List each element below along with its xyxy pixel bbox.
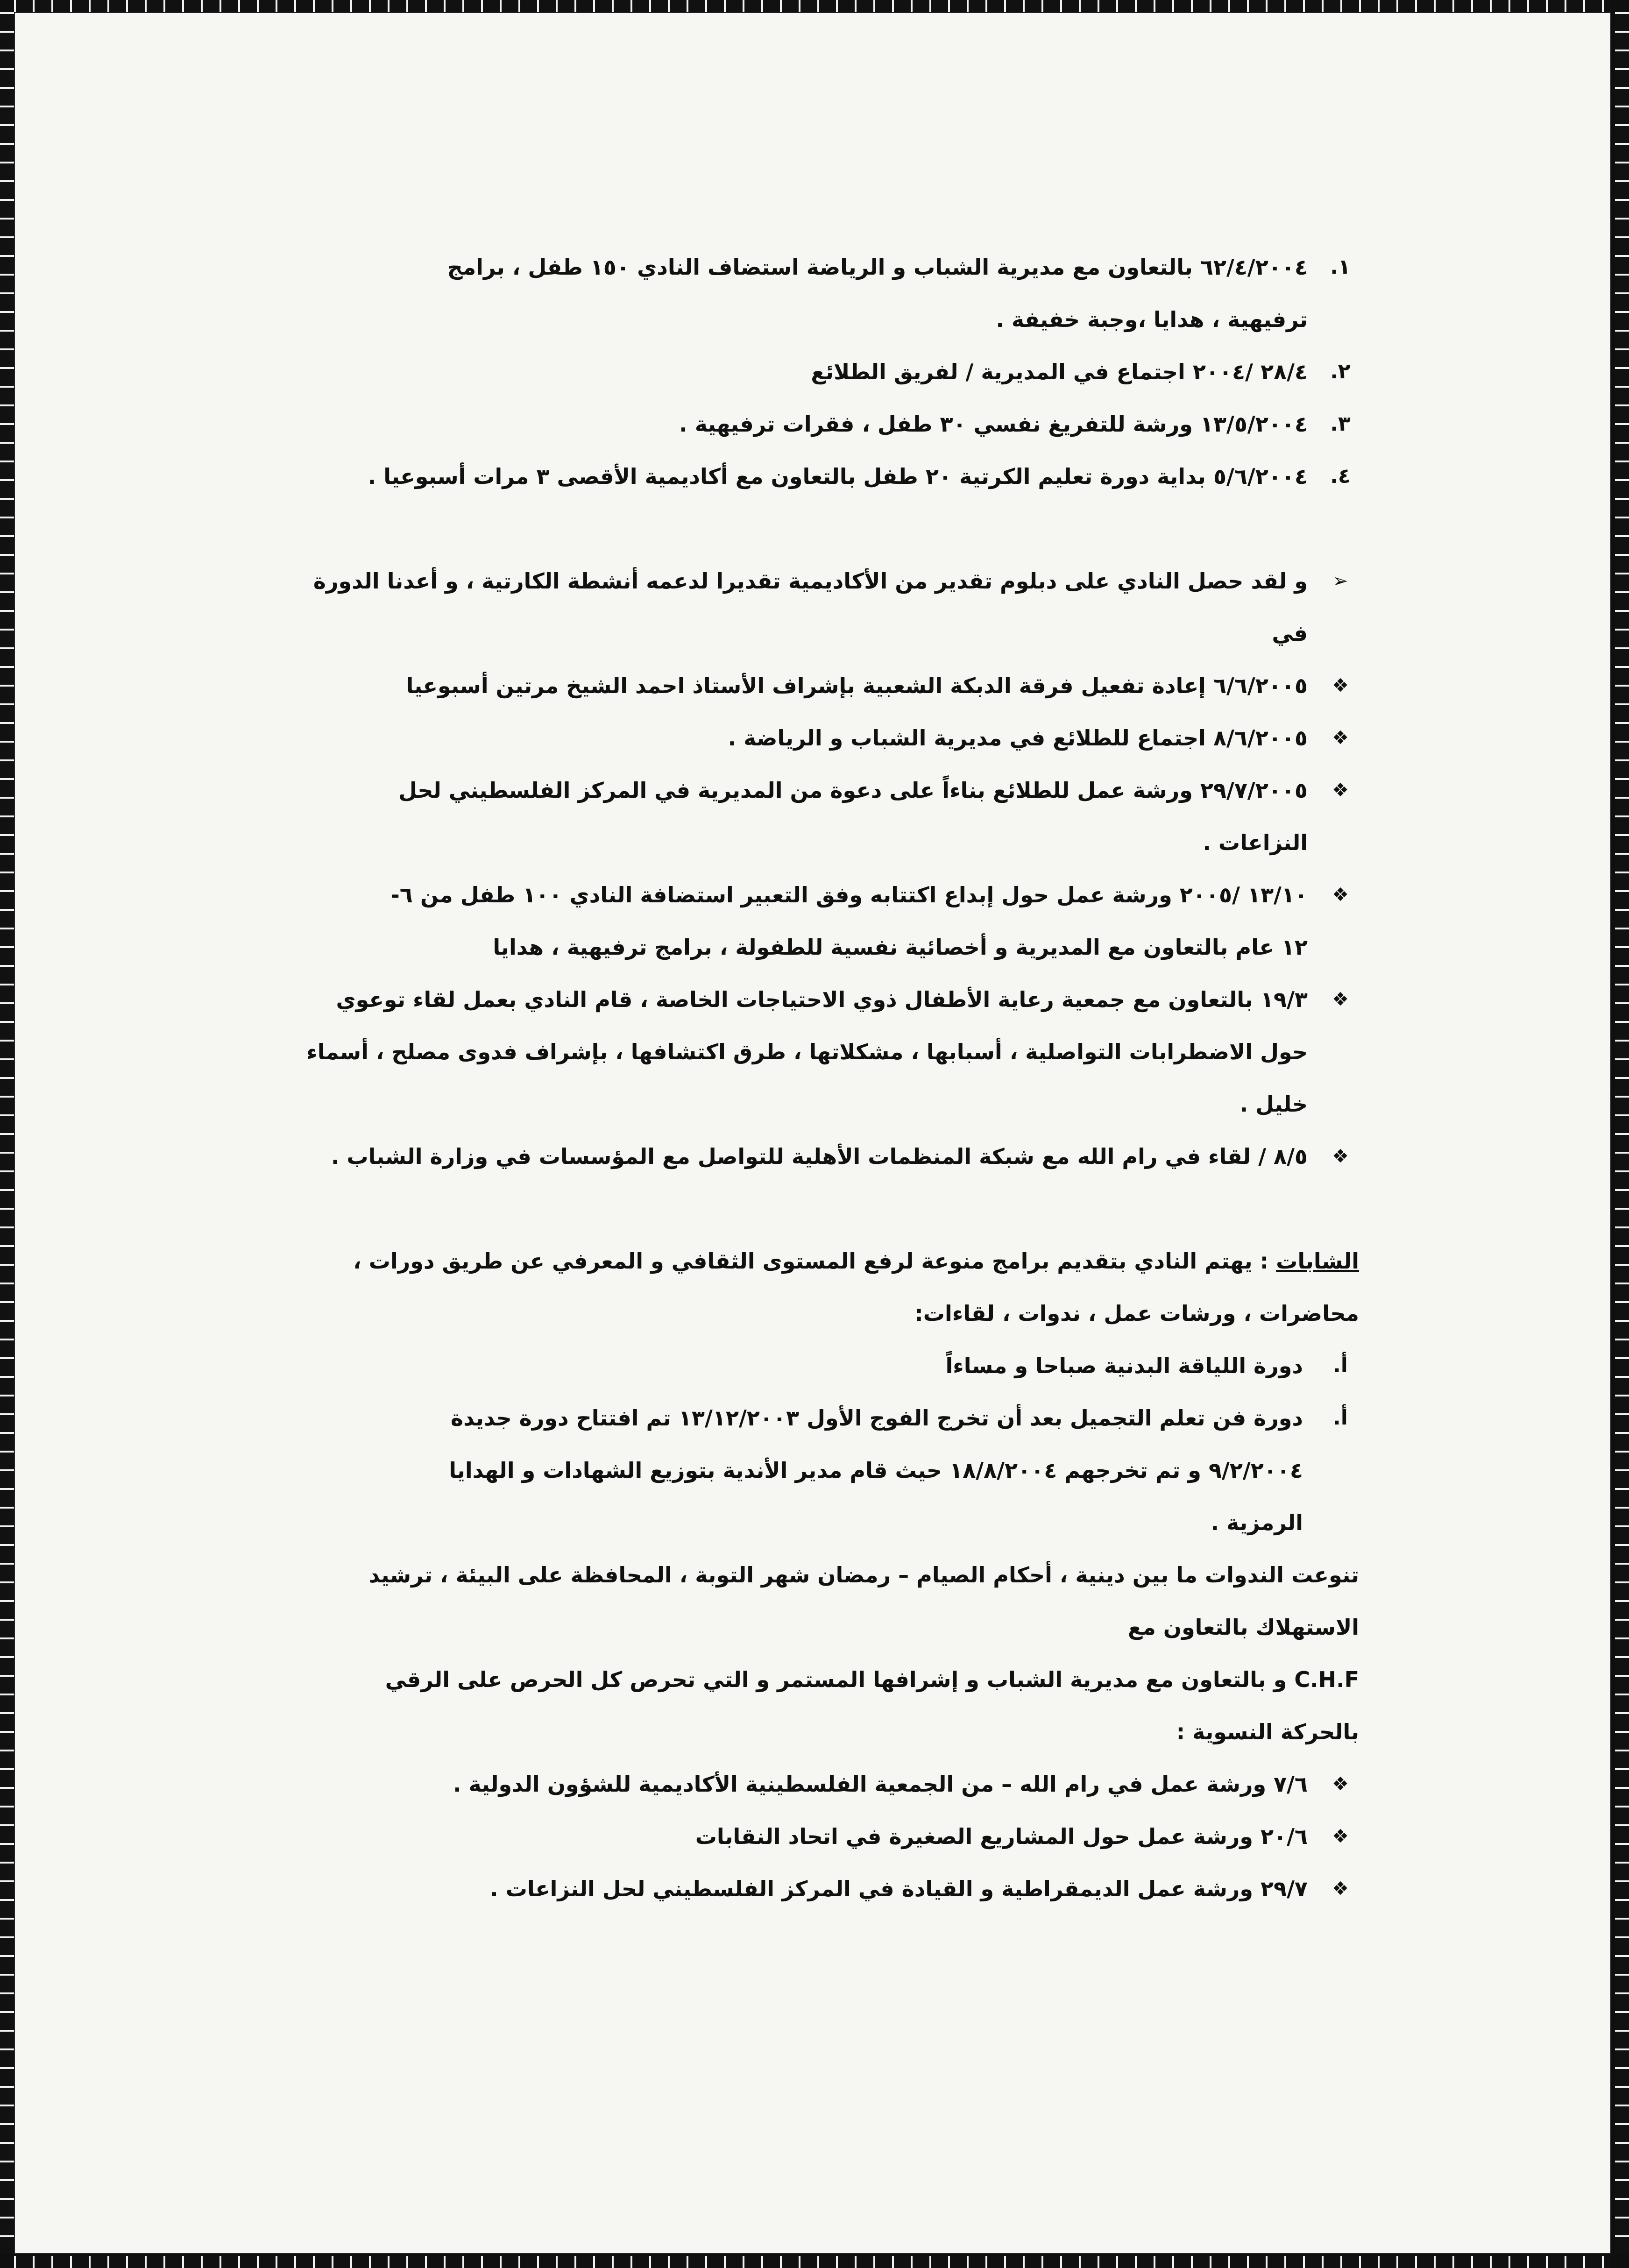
diamond-bullet-icon: ❖ [1332,1826,1349,1847]
list-item-text: ترفيهية ، هدايا ،وجبة خفيفة . [996,307,1308,332]
document-body [257,241,1359,1978]
girls-intro-text: محاضرات ، ورشات عمل ، ندوات ، لقاءات: [914,1301,1359,1326]
diamond-bullet-icon: ❖ [1332,989,1349,1010]
scanner-ruler-top [14,0,1611,12]
scanner-ruler-right [1615,12,1629,2254]
alpha-item-2-line-2 [257,1444,1359,1496]
list-item-text: ٥/٦/٢٠٠٤ بداية دورة تعليم الكرتية ٢٠ طفل بالتعاون مع أكاديمية الأقصى ٣ مرات أسبوعيا . [368,464,1308,489]
bullet-text: ١٢ عام بالتعاون مع المديرية و أخصائية نفسية للطفولة ، برامج ترفيهية ، هدايا [493,935,1308,960]
diamond-bullet-icon: ❖ [1332,727,1349,749]
alpha-item-1 [257,1340,1359,1392]
section-gap [257,503,1359,555]
numbered-list [257,241,1359,503]
seminars-text: C.H.F و بالتعاون مع مديرية الشباب و إشرافها المستمر و التي تحرص كل الحرص على الرقي [385,1667,1359,1692]
workshop-bullets [257,1758,1359,1915]
girls-intro-line-2 [257,1287,1359,1340]
girls-intro-line-1 [257,1235,1359,1287]
alpha-item-text: دورة فن تعلم التجميل بعد أن تخرج الفوج الأول ١٣/١٢/٢٠٠٣ تم افتتاح دورة جديدة [451,1405,1303,1431]
list-item-text: ٢٨/٤ /٢٠٠٤ اجتماع في المديرية / لفريق الطلائع [811,359,1308,384]
seminars-line-1 [257,1549,1359,1601]
bullet-text: ١٣/١٠ /٢٠٠٥ ورشة عمل حول إبداع اكتتابه وفق التعبير استضافة النادي ١٠٠ طفل من ٦- [390,882,1308,907]
list-item-text: ٦٢/٤/٢٠٠٤ بالتعاون مع مديرية الشباب و الرياضة استضاف النادي ١٥٠ طفل ، برامج [447,255,1308,280]
diamond-bullet-icon: ❖ [1332,1773,1349,1795]
bullet-text: ٨/٥ / لقاء في رام الله مع شبكة المنظمات الأهلية للتواصل مع المؤسسات في وزارة الشباب . [331,1144,1308,1169]
diamond-bullet-icon: ❖ [1332,1146,1349,1167]
alpha-item-2-line-1 [257,1392,1359,1444]
bullet-item-4-line-1 [257,869,1359,921]
list-item-2 [257,346,1359,398]
bullet-item-5-line-3 [257,1078,1359,1130]
alpha-marker: أ. [1333,1354,1348,1377]
bullet-item-3-line-1 [257,764,1359,816]
seminars-text: تنوعت الندوات ما بين دينية ، أحكام الصيام – رمضان شهر التوبة ، المحافظة على البيئة ، ترشيد [368,1562,1359,1588]
bullet-item-1 [257,659,1359,712]
girls-section [257,1235,1359,1758]
arrow-paragraph-line-2 [257,607,1359,659]
diamond-bullet-icon: ❖ [1332,1878,1349,1899]
list-item-1-line-2 [257,293,1359,346]
bullet-item-3-line-2 [257,816,1359,869]
seminars-line-3 [257,1653,1359,1706]
arrow-bullet-icon: ➢ [1332,570,1348,592]
arrow-paragraph-line-1 [257,555,1359,607]
seminars-line-4 [257,1706,1359,1758]
bullet-text: النزاعات . [1203,830,1308,855]
alpha-item-text: الرمزية . [1211,1510,1303,1535]
list-number-1: ١. [1330,255,1351,279]
girls-heading: الشابات [1276,1248,1359,1274]
bullet-text: حول الاضطرابات التواصلية ، أسبابها ، مشكلاتها ، طرق اكتشافها ، بإشراف فدوى مصلح ، أسماء [306,1039,1308,1064]
list-number-3: ٣. [1330,412,1351,436]
bullet-item-5-line-2 [257,1026,1359,1078]
bullet-item-6 [257,1130,1359,1183]
bullet-text: ٢٩/٧/٢٠٠٥ ورشة عمل للطلائع بناءاً على دعوة من المديرية في المركز الفلسطيني لحل [398,778,1308,803]
seminars-text: بالحركة النسوية : [1176,1719,1359,1744]
list-item-1-line-1 [257,241,1359,293]
girls-intro-text: : يهتم النادي بتقديم برامج منوعة لرفع المستوى الثقافي و المعرفي عن طريق دورات ، [353,1248,1276,1274]
bullet-item-5-line-1 [257,973,1359,1026]
bullet-text: ٨/٦/٢٠٠٥ اجتماع للطلائع في مديرية الشباب و الرياضة . [728,725,1308,751]
section-gap [257,1183,1359,1235]
workshop-bullet-1 [257,1758,1359,1810]
bullet-text: ٢٠/٦ ورشة عمل حول المشاريع الصغيرة في اتحاد النقابات [695,1824,1308,1849]
alpha-item-text: ٩/٢/٢٠٠٤ و تم تخرجهم ١٨/٨/٢٠٠٤ حيث قام مدير الأندية بتوزيع الشهادات و الهدايا [449,1458,1303,1483]
bullet-text: خليل . [1239,1091,1308,1117]
workshop-bullet-2 [257,1810,1359,1863]
diamond-bullet-icon: ❖ [1332,675,1349,696]
scanned-page [14,12,1611,2254]
scanner-ruler-left [0,12,14,2254]
alpha-item-text: دورة اللياقة البدنية صباحا و مساءاً [945,1353,1303,1378]
paragraph-text: في [1272,621,1308,646]
list-item-4 [257,450,1359,503]
bullet-text: ٦/٦/٢٠٠٥ إعادة تفعيل فرقة الدبكة الشعبية بإشراف الأستاذ احمد الشيخ مرتين أسبوعيا [406,673,1308,698]
scanner-ruler-bottom [14,2256,1611,2268]
bullet-item-4-line-2 [257,921,1359,973]
diamond-bullet-icon: ❖ [1332,780,1349,801]
alpha-item-2-line-3 [257,1496,1359,1549]
seminars-line-2 [257,1601,1359,1653]
list-number-2: ٢. [1330,360,1351,383]
arrow-paragraph [257,555,1359,659]
list-item-text: ١٣/٥/٢٠٠٤ ورشة للتفريغ نفسي ٣٠ طفل ، فقرات ترفيهية . [679,411,1308,437]
activity-bullets-2005 [257,659,1359,1183]
bullet-text: ١٩/٣ بالتعاون مع جمعية رعاية الأطفال ذوي الاحتياجات الخاصة ، قام النادي بعمل لقاء توعوي [336,987,1308,1012]
bullet-text: ٢٩/٧ ورشة عمل الديمقراطية و القيادة في المركز الفلسطيني لحل النزاعات . [490,1876,1308,1901]
alpha-marker: أ. [1333,1406,1348,1430]
list-item-3 [257,398,1359,450]
bullet-item-2 [257,712,1359,764]
seminars-text: الاستهلاك بالتعاون مع [1127,1615,1359,1640]
diamond-bullet-icon: ❖ [1332,884,1349,906]
workshop-bullet-3 [257,1863,1359,1915]
paragraph-text: و لقد حصل النادي على دبلوم تقدير من الأكاديمية تقديرا لدعمه أنشطة الكارتية ، و أعدنا الدورة [313,568,1308,594]
list-number-4: ٤. [1330,464,1351,488]
bullet-text: ٧/٦ ورشة عمل في رام الله – من الجمعية الفلسطينية الأكاديمية للشؤون الدولية . [453,1772,1308,1797]
